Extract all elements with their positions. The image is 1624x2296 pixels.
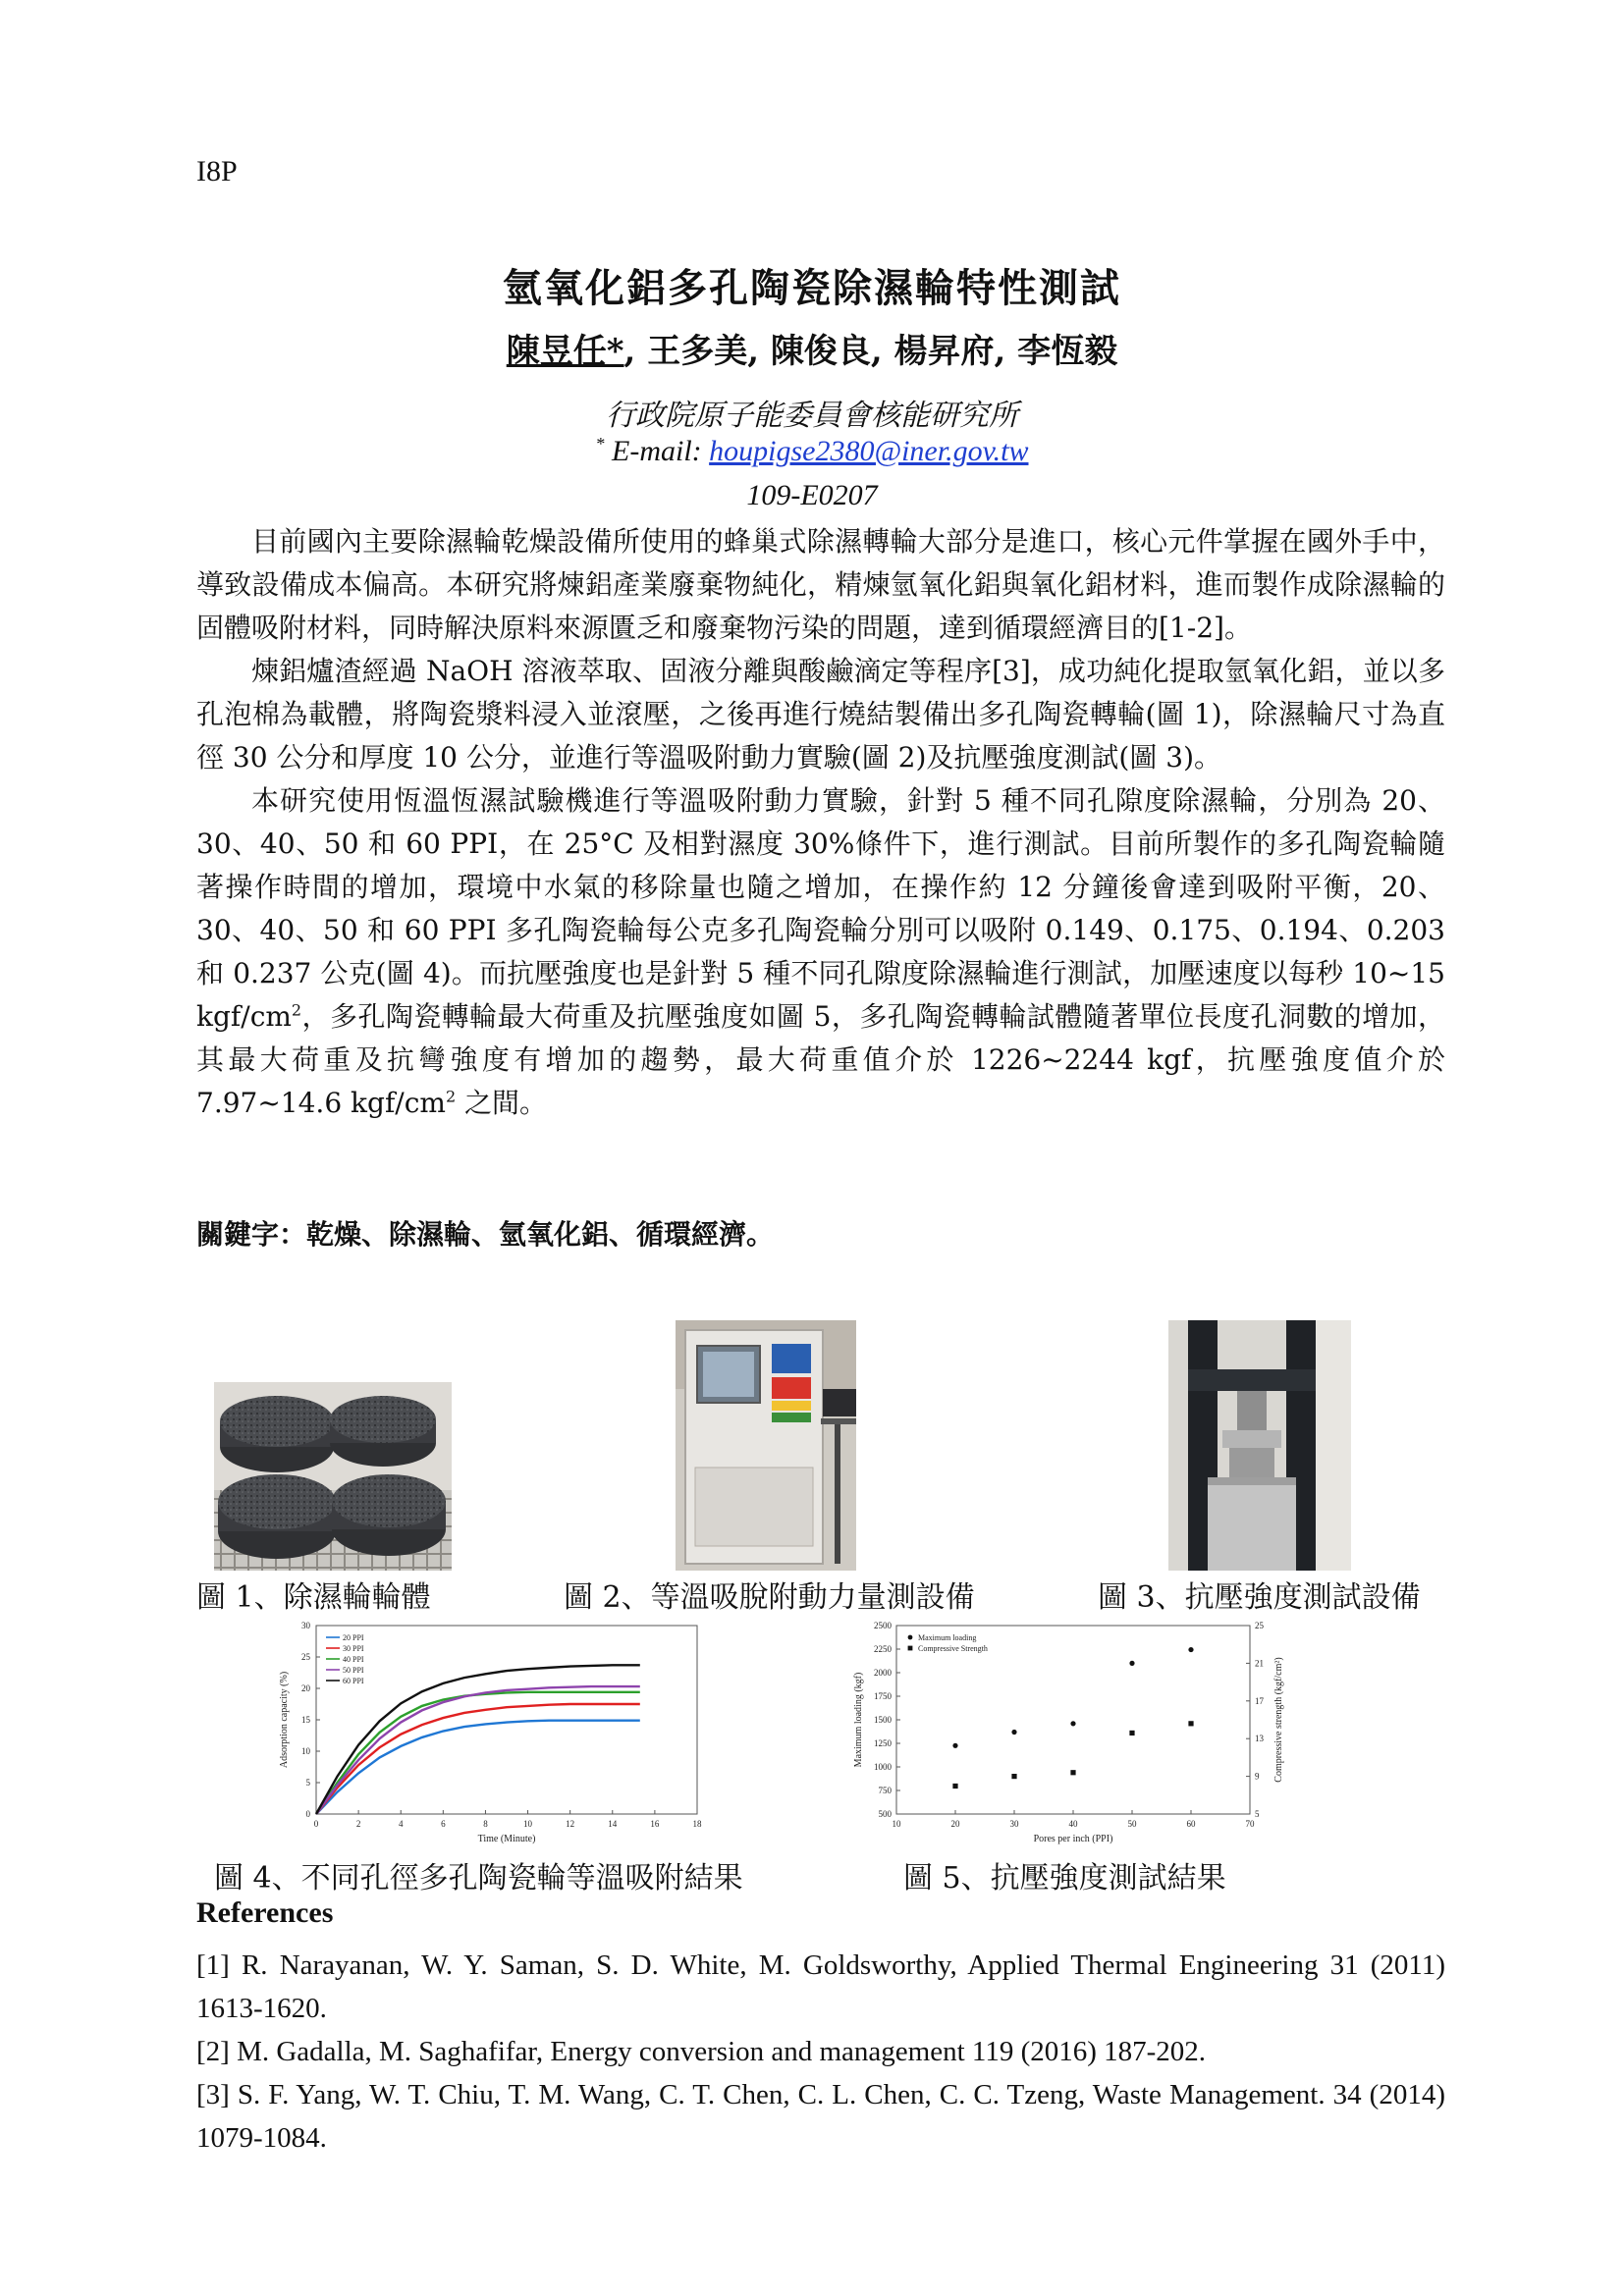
fig2-photo: [676, 1320, 856, 1571]
fig5-point-max-loading: [1188, 1647, 1193, 1652]
email-star: *: [595, 434, 605, 454]
fig5-legend-label: Maximum loading: [918, 1633, 977, 1642]
fig5-x-tick-label: 20: [950, 1819, 960, 1829]
institution: 行政院原子能委員會核能研究所: [606, 399, 1018, 433]
fig4-caption: 圖 4、不同孔徑多孔陶瓷輪等溫吸附結果: [214, 1861, 743, 1896]
fig5-y-tick-label: 2250: [874, 1644, 892, 1654]
email-prefix: E-mail:: [604, 435, 710, 467]
fig5-x-axis-label: Pores per inch (PPI): [1033, 1834, 1113, 1844]
reference-item: [1] R. Narayanan, W. Y. Saman, S. D. White, M. Goldsworthy, Applied Thermal Engineering 31 (2011) 1613-1620.: [196, 1949, 1445, 2024]
paper-id: 109-E0207: [746, 479, 878, 511]
fig5-y-tick-label: 750: [878, 1786, 892, 1795]
fig5-x-tick-label: 60: [1186, 1819, 1196, 1829]
fig4-x-tick-label: 0: [313, 1819, 319, 1829]
fig4-y-tick-label: 25: [301, 1652, 310, 1662]
reference-item: [2] M. Gadalla, M. Saghafifar, Energy conversion and management 119 (2016) 187-202.: [196, 2036, 1207, 2067]
fig5-y-tick-label: 1250: [874, 1738, 892, 1748]
paragraph-3-part-c: 之間。: [456, 1087, 548, 1119]
disc-bottom-left: [218, 1474, 336, 1559]
fig5-y2-axis-label: Compressive strength (kgf/cm²): [1273, 1657, 1284, 1783]
fig4-x-tick-label: 2: [355, 1819, 361, 1829]
fig4-x-tick-label: 18: [692, 1819, 702, 1829]
fig3-photo: [1168, 1320, 1351, 1571]
fig4-legend-label: 40 PPI: [343, 1655, 364, 1664]
fig1-photo: [214, 1382, 452, 1571]
fig4-y-tick-label: 10: [301, 1746, 310, 1756]
fig4-y-tick-label: 20: [301, 1683, 310, 1693]
other-authors: , 王多美, 陳俊良, 楊昇府, 李恆毅: [623, 332, 1118, 371]
superscript-1: 2: [291, 1000, 302, 1020]
fig5-point-max-loading: [1070, 1721, 1075, 1726]
fig5-x-tick-label: 50: [1127, 1819, 1137, 1829]
fig1-caption: 圖 1、除濕輪輪體: [196, 1580, 431, 1615]
fig5-y2-tick-label: 5: [1255, 1809, 1260, 1819]
paper-title: 氫氧化鋁多孔陶瓷除濕輪特性測試: [503, 265, 1121, 311]
fig5-y2-tick-label: 13: [1255, 1734, 1264, 1744]
fig4-y-axis-label: Adsorption capacity (%): [279, 1671, 290, 1769]
fig5-y-tick-label: 1500: [874, 1715, 892, 1725]
superscript-2: 2: [445, 1087, 457, 1106]
fig5-point-max-loading: [1129, 1661, 1134, 1666]
fig2-caption: 圖 2、等溫吸脫附動力量測設備: [564, 1580, 975, 1615]
fig5-y2-tick-label: 17: [1255, 1695, 1264, 1706]
email-line: [0, 434, 1624, 468]
fig4-x-axis-label: Time (Minute): [477, 1834, 536, 1844]
disc-bottom-right: [332, 1474, 446, 1556]
fig5-x-tick-label: 40: [1068, 1819, 1078, 1829]
fig4-x-tick-label: 4: [398, 1819, 404, 1829]
disc-top-left: [220, 1396, 334, 1472]
fig3-caption: 圖 3、抗壓強度測試設備: [1098, 1580, 1421, 1615]
fig4-series-line: [316, 1686, 640, 1814]
fig4-x-tick-label: 6: [441, 1819, 446, 1829]
fig5-point-compressive: [1188, 1721, 1193, 1726]
fig4-legend-label: 50 PPI: [343, 1666, 364, 1675]
fig5-y-tick-label: 2000: [874, 1668, 892, 1678]
fig5-point-max-loading: [1011, 1730, 1016, 1735]
fig4-y-tick-label: 30: [301, 1621, 310, 1630]
fig4-legend-label: 60 PPI: [343, 1677, 364, 1685]
fig5-chart: [849, 1618, 1296, 1845]
fig4-legend-label: 20 PPI: [343, 1633, 364, 1642]
fig5-point-compressive: [1011, 1774, 1016, 1779]
paragraph-3-part-b: ，多孔陶瓷轉輪最大荷重及抗壓強度如圖 5，多孔陶瓷轉輪試體隨著單位長度孔洞數的增加，其最大荷重及抗彎強度有增加的趨勢，最大荷重值介於 1226~2244 kgf，抗壓強度值介於 7.97~14.6 kgf/cm: [196, 1000, 1445, 1119]
paragraph-3: [196, 779, 1445, 1125]
fig5-y-tick-label: 1750: [874, 1691, 892, 1701]
fig5-y2-tick-label: 9: [1255, 1771, 1260, 1782]
page-code: I8P: [196, 155, 238, 187]
fig5-plot-frame: [896, 1626, 1250, 1814]
references-heading: References: [196, 1896, 334, 1929]
fig5-point-compressive: [1070, 1770, 1075, 1775]
fig5-y2-tick-label: 25: [1255, 1621, 1264, 1630]
fig4-x-tick-label: 12: [566, 1819, 575, 1829]
disc-top-right: [330, 1396, 436, 1467]
fig5-x-tick-label: 70: [1245, 1819, 1255, 1829]
fig4-y-tick-label: 15: [301, 1715, 310, 1725]
fig4-x-tick-label: 16: [650, 1819, 660, 1829]
paragraph-1: 目前國內主要除濕輪乾燥設備所使用的蜂巢式除濕轉輪大部分是進口，核心元件掌握在國外手中，導致設備成本偏高。本研究將煉鋁產業廢棄物純化，精煉氫氧化鋁與氧化鋁材料，進而製作成除濕輪的固體吸附材料，同時解決原料來源匱乏和廢棄物污染的問題，達到循環經濟目的[1-2]。: [196, 525, 1445, 644]
reference-item: [3] S. F. Yang, W. T. Chiu, T. M. Wang, C. T. Chen, C. L. Chen, C. C. Tzeng, Waste Management. 34 (2014) 1079-1084.: [196, 2079, 1445, 2154]
fig4-y-tick-label: 0: [305, 1809, 310, 1819]
first-author: 陳昱任*: [506, 332, 624, 371]
fig5-y-tick-label: 1000: [874, 1762, 892, 1772]
fig5-x-tick-label: 10: [892, 1819, 901, 1829]
fig5-legend-label: Compressive Strength: [918, 1644, 988, 1653]
fig5-point-compressive: [952, 1784, 957, 1789]
fig5-y-tick-label: 500: [878, 1809, 892, 1819]
paragraph-2: 煉鋁爐渣經過 NaOH 溶液萃取、固液分離與酸鹼滴定等程序[3]，成功純化提取氫氧化鋁，並以多孔泡棉為載體，將陶瓷漿料浸入並滾壓，之後再進行燒結製備出多孔陶瓷轉輪(圖 1)，除濕輪尺寸為直徑 30 公分和厚度 10 公分，並進行等溫吸附動力實驗(圖 2)及抗壓強度測試(圖 3)。: [196, 655, 1445, 774]
fig5-legend-marker: [908, 1646, 913, 1651]
fig5-x-tick-label: 30: [1009, 1819, 1019, 1829]
author-list: [0, 324, 1624, 372]
references-list: [196, 1944, 1445, 2160]
fig4-x-tick-label: 10: [523, 1819, 533, 1829]
fig4-series-line: [316, 1721, 640, 1814]
fig5-y-tick-label: 2500: [874, 1621, 892, 1630]
fig4-y-tick-label: 5: [305, 1778, 310, 1788]
fig5-legend-marker: [908, 1635, 913, 1640]
fig5-y2-tick-label: 21: [1255, 1658, 1264, 1669]
paragraph-3-part-a: 本研究使用恆溫恆濕試驗機進行等溫吸附動力實驗，針對 5 種不同孔隙度除濕輪，分別為 20、30、40、50 和 60 PPI，在 25°C 及相對濕度 30%條件下，進行測試。目前所製作的多孔陶瓷輪隨著操作時間的增加，環境中水氣的移除量也隨之增加，在操作約 12 分鐘後會達到吸附平衡，20、30、40、50 和 60 PPI 多孔陶瓷輪每公克多孔陶瓷輪分別可以吸附 0.149、0.175、0.194、0.203 和 0.237 公克(圖 4)。而抗壓強度也是針對 5 種不同孔隙度除濕輪進行測試，加壓速度以每秒 10~15 kgf/cm: [196, 784, 1445, 1033]
fig5-caption: 圖 5、抗壓強度測試結果: [903, 1861, 1226, 1896]
fig4-legend-label: 30 PPI: [343, 1644, 364, 1653]
keywords: 關鍵字：乾燥、除濕輪、氫氧化鋁、循環經濟。: [196, 1218, 775, 1251]
email-link[interactable]: houpigse2380@iner.gov.tw: [709, 435, 1029, 467]
fig5-y-axis-label: Maximum loading (kgf): [853, 1672, 864, 1768]
abstract-body: [196, 520, 1445, 1125]
fig5-point-compressive: [1129, 1731, 1134, 1735]
fig4-chart: [275, 1618, 717, 1845]
fig4-x-tick-label: 14: [608, 1819, 618, 1829]
fig5-point-max-loading: [952, 1743, 957, 1748]
fig4-x-tick-label: 8: [483, 1819, 488, 1829]
